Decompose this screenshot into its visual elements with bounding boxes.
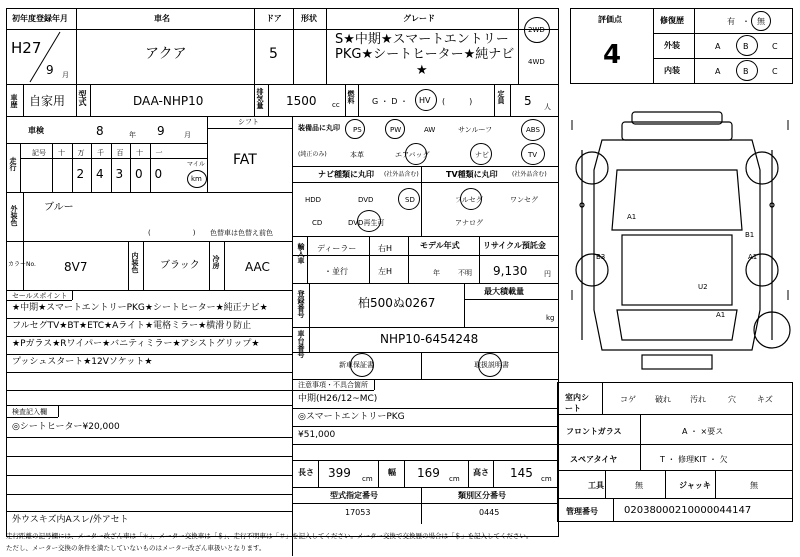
odometer-header: 百	[116, 149, 124, 157]
chassis: NHP10-6454248	[380, 332, 479, 346]
notes-line3: ¥51,000	[298, 430, 336, 440]
int-color: ブラック	[160, 260, 200, 271]
diagram-mark-a1-right: A1	[748, 253, 758, 261]
model-label: 型式	[78, 90, 87, 106]
seat-item-scratch: キズ	[757, 395, 773, 404]
odometer-divider	[150, 143, 151, 192]
equip-pw-circle	[385, 119, 405, 139]
diagram-mark-u2: U2	[698, 283, 708, 291]
repaint-note: 色替車は色替え前色	[210, 229, 273, 237]
capacity-label: 定員	[497, 90, 505, 104]
odometer-divider	[130, 143, 131, 192]
drive-4wd: 4WD	[528, 58, 545, 66]
ac-label: 冷房	[212, 255, 220, 269]
color-no-label: カラーNo.	[8, 261, 36, 268]
displacement-label: 排気量	[256, 88, 264, 109]
fuel-selected: HV	[419, 96, 431, 105]
color-no: 8V7	[64, 260, 88, 274]
displacement: 1500	[286, 94, 317, 108]
mile-label: マイル	[187, 161, 205, 168]
diagram-mark-b3: B3	[596, 253, 606, 261]
capacity-unit: 人	[544, 103, 551, 111]
odometer-digit: 2	[76, 167, 85, 181]
inspector-line1: ◎シートヒーター¥20,000	[12, 422, 120, 432]
interior-grade-a: A	[715, 67, 721, 76]
equip-tv: TV	[528, 151, 538, 159]
nav-title: ナビ種類に丸印	[318, 170, 374, 179]
equip-navi-circle	[470, 143, 492, 165]
shaken-year: 8	[96, 124, 104, 138]
score: 4	[603, 40, 622, 70]
odometer-header: 一	[155, 149, 163, 157]
grade-label: グレード	[403, 14, 435, 23]
footer-line2: ただし、メーター交換の条件を満たしていないものはメーター改ざん車扱いとなります。	[6, 544, 266, 552]
first-reg-month-unit: 月	[62, 71, 69, 79]
ext-color-paren: ( )	[148, 229, 196, 237]
shift: FAT	[233, 152, 257, 168]
model: DAA-NHP10	[133, 94, 204, 108]
recycle-yen: 円	[544, 270, 551, 278]
interior-seat-label: 室内シート	[565, 393, 589, 413]
equip-navi: ナビ	[475, 151, 489, 159]
odometer-header: 十	[58, 149, 65, 157]
tv-title: TV種類に丸印	[446, 170, 498, 179]
km-label: km	[191, 175, 202, 183]
capacity: 5	[524, 94, 532, 108]
equip-tv-circle	[521, 143, 545, 165]
windshield-options: A ・ ×要ス	[682, 427, 724, 436]
type-no: 17053	[345, 508, 371, 517]
equip-ps: PS	[353, 126, 362, 134]
repair-no: 無	[757, 17, 765, 26]
grade-line1: S★中期★スマートエントリー	[335, 32, 509, 47]
int-color-label: 内装色	[131, 252, 139, 273]
chassis-label: 車台番号	[297, 330, 305, 358]
equip-aw: AW	[424, 126, 436, 134]
diagram-mark-a1-left: A1	[627, 213, 637, 221]
tv-analog: アナログ	[455, 219, 483, 227]
sales-line-4: プッシュスタート★12Vソケット★	[12, 357, 153, 367]
new-warranty: 新車保証書	[339, 361, 374, 369]
spare-options: T ・ 修理KIT ・ 欠	[660, 455, 728, 464]
equip-leather: 本革	[350, 151, 364, 159]
sales-line-2: フルセグTV★BT★ETC★Aライト★電格ミラー★横滑り防止	[12, 321, 252, 331]
footer-line1: 走行距離の記号欄には、メーター改ざん車は「＊」、メーター交換車は「＄」、走行不明車は「＃」を記入してください。メーター交換で交換歴の場合は「＄」を記入してください。	[6, 532, 533, 540]
equip-ps-circle	[345, 119, 365, 139]
nav-hdd: HDD	[305, 196, 322, 204]
odometer-divider	[72, 143, 73, 192]
shape-label: 形状	[301, 14, 317, 23]
exterior-label: 外装	[664, 41, 680, 50]
inspector-label: 検査記入欄	[12, 408, 47, 416]
length-label: 長さ	[298, 468, 314, 477]
repair-dot: ・	[742, 17, 750, 26]
class-no-label: 類別区分番号	[458, 491, 506, 500]
mileage-label: 走行	[9, 157, 17, 171]
import-parallel: ・並行	[324, 267, 348, 276]
interior-label: 内装	[664, 66, 680, 75]
interior-grade-c: C	[772, 67, 778, 76]
nav-cd: CD	[312, 219, 323, 227]
odometer-divider	[91, 143, 92, 192]
plate-label: 登録番号	[297, 290, 305, 318]
first-reg-month: 9	[46, 63, 54, 77]
jack-label: ジャッキ	[679, 481, 711, 490]
equip-abs: ABS	[526, 126, 540, 134]
odometer-digit: 0	[154, 167, 163, 181]
odometer-digit: 0	[135, 167, 143, 181]
recycle-label: リサイクル預託金	[483, 241, 546, 250]
height-label: 高さ	[473, 468, 489, 477]
door-label: ドア	[266, 14, 282, 23]
import-left-h: 左H	[378, 267, 393, 276]
new-warranty-circle	[350, 353, 374, 377]
shaken-year-unit: 年	[129, 131, 136, 139]
ext-color: ブルー	[44, 202, 74, 213]
nav-dvd: DVD	[358, 196, 374, 204]
odometer-digit: 4	[96, 167, 104, 181]
odometer-digit: 3	[115, 167, 124, 181]
equip-sunroof: サンルーフ	[458, 126, 493, 134]
exterior-grade-a: A	[715, 42, 721, 51]
jack-value: 無	[750, 481, 758, 490]
usage: 自家用	[29, 94, 66, 108]
tv-sub: (社外品含む)	[512, 171, 547, 178]
main-sheet	[6, 8, 559, 537]
plate: 柏500ぬ0267	[358, 296, 436, 310]
class-no: 0445	[479, 508, 500, 517]
shift-label: シフト	[238, 118, 259, 126]
width-label: 幅	[388, 468, 396, 477]
manual-circle	[478, 353, 502, 377]
odometer-header: 万	[77, 149, 85, 157]
ac: AAC	[245, 260, 270, 274]
repair-yes: 有	[727, 17, 735, 26]
max-load-unit: kg	[546, 314, 555, 322]
shaken-month-unit: 月	[184, 131, 191, 139]
height: 145	[510, 466, 533, 480]
length: 399	[328, 466, 351, 480]
notes-label: 注意事項・不具合箇所	[298, 381, 368, 389]
nav-sd-circle	[398, 188, 420, 210]
diagram-mark-b1: B1	[745, 231, 755, 239]
notes-line2: ◎スマートエントリーPKG	[298, 412, 405, 422]
fuel-paren: ( )	[442, 97, 473, 106]
usage-label: 車歴	[10, 94, 18, 108]
grade-line3: ★	[416, 63, 428, 78]
nav-sub: (社外品含む)	[384, 171, 419, 178]
recycle-amount: 9,130	[493, 264, 528, 278]
type-no-label: 型式指定番号	[330, 491, 378, 500]
exterior-grade-c: C	[772, 42, 778, 51]
ext-color-label: 外装色	[10, 205, 18, 226]
equip-airbag: エアバッグ	[395, 151, 430, 159]
nav-dvd-play: DVD再生可	[348, 219, 385, 227]
doors: 5	[269, 46, 278, 62]
sales-line-3: ★Pガラス★Rワイパー★バニティミラー★アシストグリップ★	[12, 339, 260, 349]
tools-value: 無	[635, 481, 643, 490]
nav-dvd-play-circle	[357, 210, 381, 232]
sales-points-label: セールスポイント	[12, 292, 68, 300]
max-load-label: 最大積載量	[484, 287, 524, 296]
car-name: アクア	[145, 46, 187, 62]
repair-label: 修復歴	[660, 16, 684, 25]
height-unit: cm	[541, 475, 552, 483]
mark-label: 記号	[32, 149, 46, 157]
import-label: 輸入車	[297, 243, 305, 264]
diagram-mark-a1-bottom: A1	[716, 311, 726, 319]
tv-fullseg-circle	[460, 188, 482, 210]
model-year-unit: 年	[433, 269, 440, 277]
width-unit: cm	[449, 475, 460, 483]
spare-label: スペアタイヤ	[570, 455, 618, 464]
fuel-label: 燃料	[347, 90, 355, 104]
odometer-divider	[52, 143, 53, 192]
grade-line2: PKG★シートヒーター★純ナビ	[335, 47, 515, 62]
nav-sd: SD	[405, 196, 415, 204]
model-year-unknown: 不明	[458, 269, 472, 277]
odometer-header: 十	[136, 149, 143, 157]
car-name-label: 車名	[154, 14, 170, 23]
equip-pw: PW	[390, 126, 402, 134]
windshield-label: フロントガラス	[566, 427, 622, 436]
sales-line-1: ★中期★スマートエントリーPKG★シートヒーター★純正ナビ★	[12, 303, 268, 313]
equipment-sub-label: (純正のみ)	[298, 151, 327, 158]
tools-label: 工具	[588, 481, 604, 490]
era-year: H27	[11, 39, 42, 57]
exterior-grade-b: B	[743, 42, 749, 51]
import-right-h: 右H	[378, 244, 393, 253]
import-dealer: ディーラー	[317, 244, 357, 253]
mgmt-label: 管理番号	[566, 507, 598, 516]
seat-item-hole: 穴	[728, 395, 736, 404]
car-damage-diagram	[562, 110, 798, 380]
tv-oneseg: ワンセグ	[510, 196, 538, 204]
seat-item-burn: コゲ	[620, 395, 636, 404]
drive-2wd: 2WD	[528, 26, 545, 34]
shaken-month: 9	[157, 124, 165, 138]
cc-unit: cc	[332, 101, 340, 109]
equip-airbag-circle	[405, 143, 427, 165]
model-year-label: モデル年式	[420, 241, 460, 250]
fuel-options: G ・ D ・	[372, 97, 408, 106]
equip-abs-circle	[521, 119, 545, 141]
equipment-label: 装備品に丸印	[298, 124, 340, 132]
tv-fullseg: フルセグ	[455, 196, 483, 204]
notes-line1: 中期(H26/12~MC)	[298, 394, 378, 404]
interior-grade-b: B	[743, 67, 749, 76]
score-label: 評価点	[598, 15, 622, 24]
first-reg-label: 初年度登録年月	[12, 14, 68, 23]
odometer-divider	[111, 143, 112, 192]
width: 169	[417, 466, 440, 480]
shaken-label: 車検	[28, 126, 44, 135]
seat-item-tear: 破れ	[655, 395, 671, 404]
length-unit: cm	[362, 475, 373, 483]
manual: 取扱説明書	[474, 361, 509, 369]
odometer-header: 千	[97, 149, 104, 157]
inspector-bottom: 外ウスキズ内Aスレ/外アセト	[12, 515, 129, 525]
mgmt-value: 02038000210000044147	[624, 505, 752, 516]
seat-item-dirt: 汚れ	[690, 395, 706, 404]
